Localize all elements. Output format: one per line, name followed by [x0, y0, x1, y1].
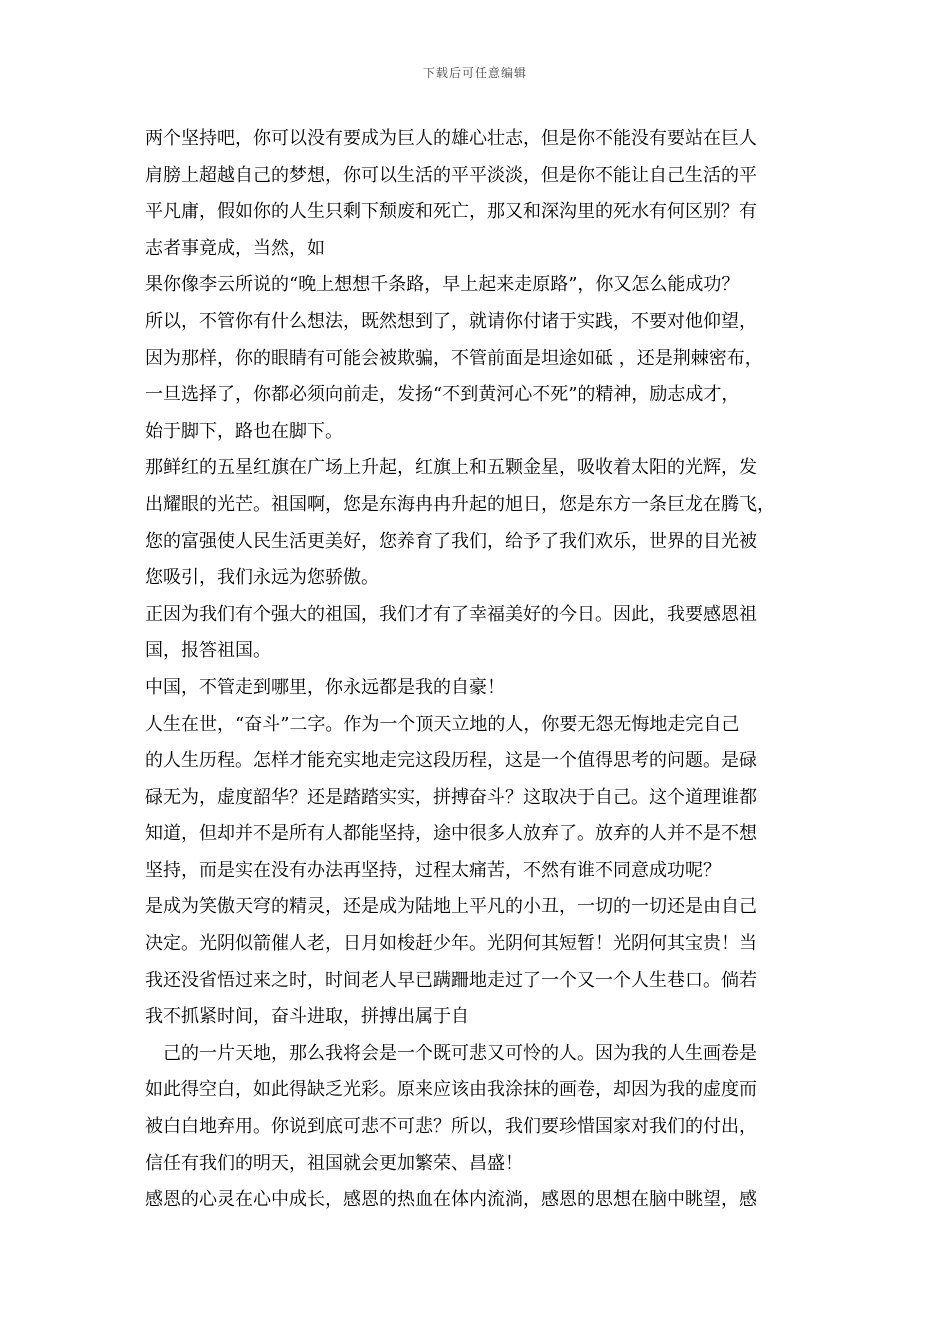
- text-line: 志者事竟成，当然，如: [145, 237, 325, 259]
- text-line: 决定。光阴似箭催人老，日月如梭赶少年。光阴何其短暂！光阴何其宝贵！当: [145, 933, 757, 955]
- text-line: 中国，不管走到哪里，你永远都是我的自豪！: [145, 676, 505, 698]
- text-line: 人生在世，“奋斗”二字。作为一个顶天立地的人，你要无怨无悔地走完自己: [145, 713, 740, 735]
- text-line: 肩膀上超越自己的梦想，你可以生活的平平淡淡，但是你不能让自己生活的平: [145, 164, 757, 186]
- text-line: 己的一片天地，那么我将会是一个既可悲又可怜的人。因为我的人生画卷是: [145, 1042, 757, 1064]
- text-line: 平凡庸，假如你的人生只剩下颓废和死亡，那又和深沟里的死水有何区别？有: [145, 201, 757, 223]
- text-line: 知道，但却并不是所有人都能坚持，途中很多人放弃了。放弃的人并不是不想: [145, 823, 757, 845]
- text-line: 碌无为，虚度韶华？还是踏踏实实，拼搏奋斗？这取决于自己。这个道理谁都: [145, 786, 757, 808]
- text-line: 是成为笑傲天穹的精灵，还是成为陆地上平凡的小丑，一切的一切还是由自己: [145, 896, 757, 918]
- text-line: 国，报答祖国。: [145, 640, 271, 662]
- text-line: 我还没省悟过来之时，时间老人早已蹒跚地走过了一个又一个人生巷口。倘若: [145, 969, 757, 991]
- text-line: 感恩的心灵在心中成长，感恩的热血在体内流淌，感恩的思想在脑中眺望，感: [145, 1189, 757, 1211]
- text-line: 被白白地弃用。你说到底可悲不可悲？所以，我们要珍惜国家对我们的付出，: [145, 1116, 757, 1138]
- text-line: 出耀眼的光芒。祖国啊，您是东海冉冉升起的旭日，您是东方一条巨龙在腾飞，: [145, 493, 775, 515]
- text-line: 始于脚下，路也在脚下。: [145, 420, 343, 442]
- text-line: 正因为我们有个强大的祖国，我们才有了幸福美好的今日。因此，我要感恩祖: [145, 603, 757, 625]
- text-line: 您吸引，我们永远为您骄傲。: [145, 567, 379, 589]
- text-line: 所以，不管你有什么想法，既然想到了，就请你付诸于实践，不要对他仰望，: [145, 310, 757, 332]
- body-text: [145, 121, 810, 1219]
- text-line: 的人生历程。怎样才能充实地走完这段历程，这是一个值得思考的问题。是碌: [145, 750, 757, 772]
- text-line: 果你像李云所说的“晚上想想千条路，早上起来走原路”，你又怎么能成功？: [145, 274, 740, 296]
- page-header: 下载后可任意编辑: [422, 66, 527, 80]
- text-line: 如此得空白，如此得缺乏光彩。原来应该由我涂抹的画卷，却因为我的虚度而: [145, 1079, 757, 1101]
- text-line: 您的富强使人民生活更美好，您养育了我们，给予了我们欢乐，世界的目光被: [145, 530, 757, 552]
- text-line: 我不抓紧时间，奋斗进取，拼搏出属于自: [145, 1006, 469, 1028]
- text-line: 两个坚持吧，你可以没有要成为巨人的雄心壮志，但是你不能没有要站在巨人: [145, 128, 757, 149]
- text-line: 因为那样，你的眼睛有可能会被欺骗，不管前面是坦途如砥 ，还是荆棘密布，: [145, 347, 763, 369]
- text-line: 信任有我们的明天，祖国就会更加繁荣、昌盛！: [145, 1152, 523, 1174]
- text-line: 坚持，而是实在没有办法再坚持，过程太痛苦，不然有谁不同意成功呢？: [145, 859, 721, 881]
- text-line: 一旦选择了，你都必须向前走，发扬“不到黄河心不死”的精神，励志成才，: [145, 384, 740, 406]
- text-line: 那鲜红的五星红旗在广场上升起，红旗上和五颗金星，吸收着太阳的光辉，发: [145, 457, 757, 479]
